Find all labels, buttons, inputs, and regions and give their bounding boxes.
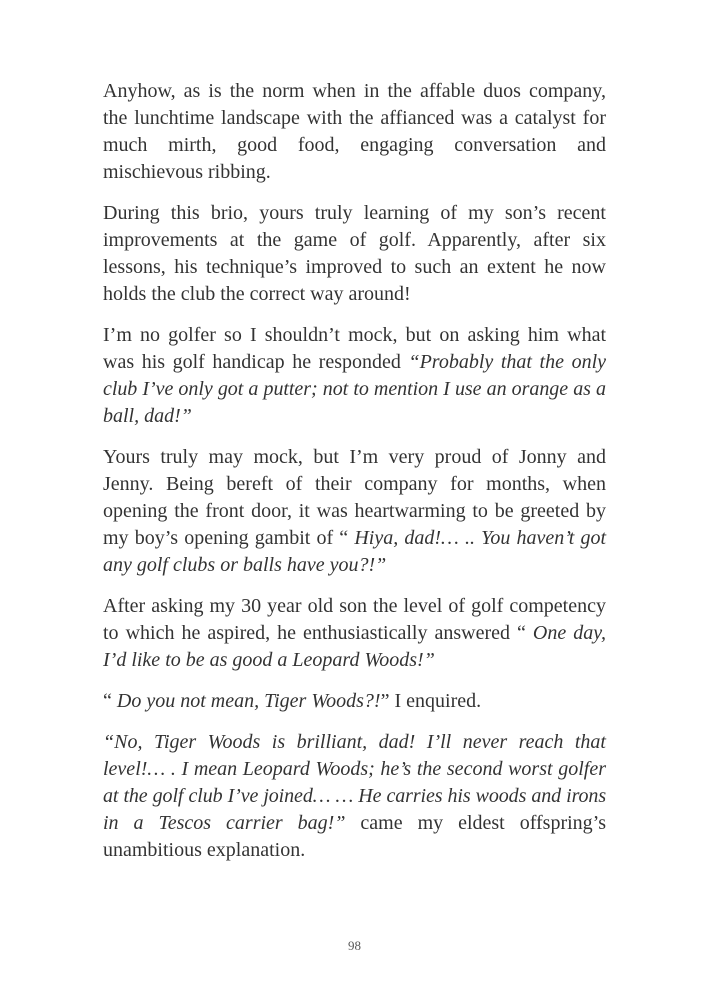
text-line xyxy=(103,444,606,471)
text-run: to which he aspired, he enthusiastically answered “ xyxy=(103,622,533,644)
italic-text-run: “Probably that the only xyxy=(408,351,607,373)
paragraph xyxy=(103,200,606,308)
paragraph xyxy=(103,78,606,186)
italic-text-run: Do you not mean, Tiger Woods?! xyxy=(116,690,381,712)
text-line xyxy=(103,132,606,159)
text-run: improvements at the game of golf. Apparently, after six xyxy=(103,229,606,251)
text-line xyxy=(103,525,606,552)
text-run: was his golf handicap he responded xyxy=(103,351,409,373)
text-run: came my eldest offspring’s xyxy=(360,812,606,834)
italic-text-run: Hiya, dad!… .. You haven’t got xyxy=(354,527,606,549)
page-number: 98 xyxy=(348,938,361,953)
paragraph xyxy=(103,688,606,715)
text-run: During this brio, yours truly learning of my son’s recent xyxy=(103,202,606,224)
text-run: my boy’s opening gambit of “ xyxy=(103,527,355,549)
text-line xyxy=(103,810,606,837)
text-run: lessons, his technique’s improved to such an extent he now xyxy=(103,256,606,278)
text-line xyxy=(103,78,606,105)
text-line xyxy=(103,552,606,579)
italic-text-run: level!… . I mean Leopard Woods; he’s the second worst golfer xyxy=(103,758,606,780)
text-line xyxy=(103,837,606,864)
italic-text-run: in a Tescos carrier bag!” xyxy=(103,812,361,834)
italic-text-run: club I’ve only got a putter; not to mention I use an orange as a xyxy=(103,378,606,400)
text-run: much mirth, good food, engaging conversation and xyxy=(103,134,606,156)
text-line xyxy=(103,756,606,783)
text-run: After asking my 30 year old son the level of golf competency xyxy=(103,595,606,617)
text-line xyxy=(103,688,606,715)
text-line xyxy=(103,254,606,281)
paragraph xyxy=(103,593,606,674)
paragraph xyxy=(103,444,606,579)
text-run: I’m no golfer so I shouldn’t mock, but on asking him what xyxy=(103,324,606,346)
text-run: ” I enquired. xyxy=(380,690,482,712)
text-line xyxy=(103,281,606,308)
italic-text-run: ball, dad!” xyxy=(103,405,192,427)
text-run: mischievous ribbing. xyxy=(103,161,271,183)
text-line xyxy=(103,471,606,498)
text-line xyxy=(103,322,606,349)
text-run: Yours truly may mock, but I’m very proud of Jonny and xyxy=(103,446,606,468)
text-line xyxy=(103,200,606,227)
text-line xyxy=(103,729,606,756)
text-run: Anyhow, as is the norm when in the affable duos company, xyxy=(103,80,606,102)
text-line xyxy=(103,620,606,647)
italic-text-run: at the golf club I’ve joined… … He carries his woods and irons xyxy=(103,785,606,807)
text-run: the lunchtime landscape with the affianced was a catalyst for xyxy=(103,107,606,129)
italic-text-run: One day, xyxy=(532,622,607,644)
text-line xyxy=(103,593,606,620)
text-line xyxy=(103,105,606,132)
text-run: unambitious explanation. xyxy=(103,839,306,861)
text-line xyxy=(103,403,606,430)
text-run: “ xyxy=(103,690,117,712)
italic-text-run: “No, Tiger Woods is brilliant, dad! I’ll never reach that xyxy=(103,731,606,753)
italic-text-run: any golf clubs or balls have you?!” xyxy=(103,554,387,576)
text-line xyxy=(103,783,606,810)
paragraph xyxy=(103,729,606,864)
text-run: opening the front door, it was heartwarming to be greeted by xyxy=(103,500,606,522)
italic-text-run: I’d like to be as good a Leopard Woods!” xyxy=(103,649,435,671)
text-run: holds the club the correct way around! xyxy=(103,283,411,305)
page-body xyxy=(103,78,606,878)
paragraph xyxy=(103,322,606,430)
text-line xyxy=(103,349,606,376)
text-run: Jenny. Being bereft of their company for months, when xyxy=(103,473,606,495)
text-line xyxy=(103,159,606,186)
text-line xyxy=(103,376,606,403)
text-line xyxy=(103,498,606,525)
text-line xyxy=(103,647,606,674)
text-line xyxy=(103,227,606,254)
